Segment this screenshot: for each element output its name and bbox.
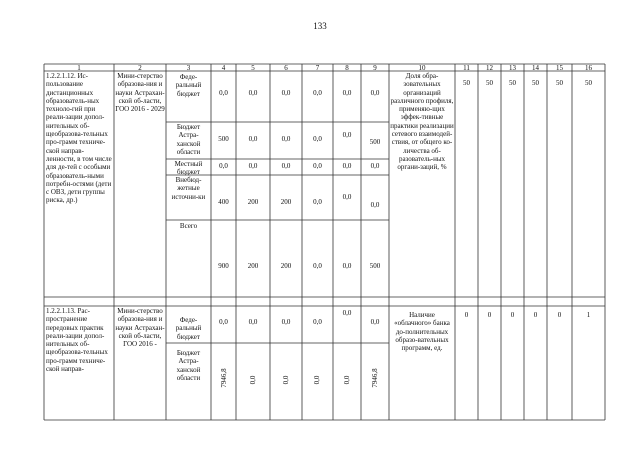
value-cell: 0,0 xyxy=(313,318,322,326)
value-cell: 0,0 xyxy=(248,89,258,97)
value-cell: 0,0 xyxy=(281,135,291,143)
target-cell: 0 xyxy=(464,311,469,319)
value-cell: 0,0 xyxy=(313,135,322,143)
indicator-cell: Наличие «облачного» банка до-полнительных образо-вательных программ, ед. xyxy=(394,311,450,353)
value-cell: 0,0 xyxy=(342,131,352,139)
source-label: Бюджет Астра-ханской области xyxy=(176,123,201,156)
value-cell: 0,0 xyxy=(370,89,380,97)
value-cell: 200 xyxy=(280,262,292,270)
indicator-cell: Доля обра-зовательных организаций различного профиля, применяю-щих эффек-тивные практики реализации сетевого взаимодей-ствия, от общего ко-личества об-разователь-ных органи-заций, % xyxy=(390,72,454,172)
value-cell: 0,0 xyxy=(343,375,351,385)
header-cell: 1 xyxy=(77,64,81,72)
value-cell: 0,0 xyxy=(342,162,352,170)
target-cell: 50 xyxy=(486,79,493,87)
value-cell: 0,0 xyxy=(313,375,321,385)
value-cell: 200 xyxy=(280,198,292,206)
value-cell: 0,0 xyxy=(282,375,290,385)
value-cell: 0,0 xyxy=(281,318,291,326)
header-cell: 3 xyxy=(186,64,191,72)
target-cell: 0 xyxy=(510,311,515,319)
header-cell: 8 xyxy=(345,64,349,72)
value-cell: 0,0 xyxy=(313,262,322,270)
value-cell: 0,0 xyxy=(370,201,380,209)
value-cell: 0,0 xyxy=(342,309,352,317)
header-cell: 12 xyxy=(486,64,493,72)
value-cell: 0,0 xyxy=(219,318,228,326)
value-cell: 0,0 xyxy=(313,162,322,170)
target-cell: 0 xyxy=(487,311,492,319)
target-cell: 50 xyxy=(585,79,592,87)
page-number: 133 xyxy=(313,21,327,31)
executor-cell: Мини-стерство образова-ния и науки Астрахан-ской об-ласти, ГОО 2016 - xyxy=(115,307,165,349)
header-cell: 2 xyxy=(138,64,142,72)
source-label: Феде-ральный бюджет xyxy=(175,73,202,98)
value-cell: 0,0 xyxy=(248,162,258,170)
header-cell: 16 xyxy=(585,64,592,72)
header-cell: 6 xyxy=(284,64,288,72)
target-cell: 50 xyxy=(509,79,516,87)
target-cell: 50 xyxy=(556,79,563,87)
value-cell: 7946,8 xyxy=(371,368,379,388)
value-cell: 200 xyxy=(247,198,259,206)
header-cell: 9 xyxy=(373,64,377,72)
header-cell: 13 xyxy=(509,64,516,72)
source-label: Внебюд-жетные источни-ки xyxy=(171,176,206,201)
value-cell: 0,0 xyxy=(342,193,352,201)
header-cell: 11 xyxy=(463,64,470,72)
value-cell: 0,0 xyxy=(219,89,228,97)
header-cell: 14 xyxy=(532,64,539,72)
value-cell: 0,0 xyxy=(281,162,291,170)
target-cell: 0 xyxy=(533,311,538,319)
value-cell: 7946,8 xyxy=(220,368,228,388)
header-cell: 4 xyxy=(221,64,226,72)
source-label: Местный бюджет xyxy=(174,160,203,177)
target-cell: 50 xyxy=(463,79,470,87)
value-cell: 500 xyxy=(218,135,229,143)
header-cell: 7 xyxy=(315,64,320,72)
value-cell: 0,0 xyxy=(281,89,291,97)
measure-name: 1.2.2.1.12. Ис-пользование дистанционных образователь-ных техноло-гий при реали-зации допол-нительных об-щеобразова-тельных про-грамм техниче-ской направ-ленности, в том числе для де-тей с особыми образователь-ными потребн-остями (дети с ОВЗ, дети группы риска, др.) xyxy=(46,72,112,205)
value-cell: 0,0 xyxy=(248,318,258,326)
header-cell: 5 xyxy=(251,64,255,72)
value-cell: 400 xyxy=(218,198,229,206)
executor-cell: Мини-стерство образова-ния и науки Астрахан-ской об-ласти, ГОО 2016 - 2029 xyxy=(115,72,165,114)
source-label: Феде-ральный бюджет xyxy=(175,316,202,341)
value-cell: 0,0 xyxy=(370,318,380,326)
value-cell: 900 xyxy=(218,262,229,270)
value-cell: 500 xyxy=(369,262,381,270)
target-cell: 0 xyxy=(557,311,562,319)
measure-name: 1.2.2.1.13. Рас-пространение передовых практик реали-зации допол-нительных об-щеобразова-тельных про-грамм техниче-ской направ- xyxy=(46,307,108,374)
value-cell: 0,0 xyxy=(313,198,322,206)
source-label: Всего xyxy=(179,222,198,230)
target-cell: 50 xyxy=(532,79,539,87)
value-cell: 200 xyxy=(247,262,259,270)
value-cell: 0,0 xyxy=(313,89,322,97)
header-cell: 15 xyxy=(556,64,563,72)
value-cell: 0,0 xyxy=(249,375,257,385)
value-cell: 0,0 xyxy=(219,162,228,170)
target-cell: 1 xyxy=(586,311,591,319)
source-label: Бюджет Астра-ханской области xyxy=(176,349,201,382)
value-cell: 0,0 xyxy=(370,162,380,170)
value-cell: 0,0 xyxy=(342,89,352,97)
value-cell: 500 xyxy=(369,138,381,146)
header-cell: 10 xyxy=(418,64,426,72)
value-cell: 0,0 xyxy=(342,262,352,270)
value-cell: 0,0 xyxy=(248,135,258,143)
